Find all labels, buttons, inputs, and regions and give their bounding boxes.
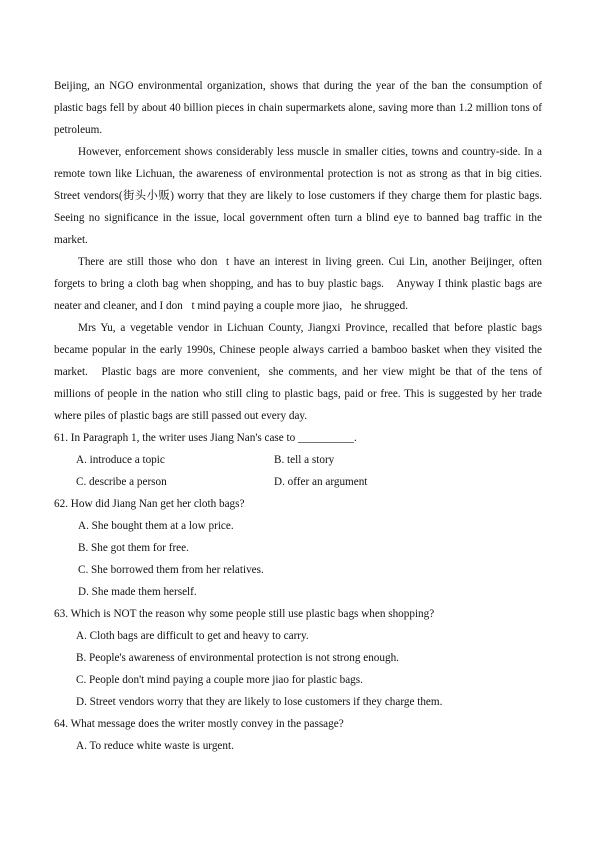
passage-paragraph-2: However, enforcement shows considerably less muscle in smaller cities, towns and country-side. In a remote town like Lichuan, the awareness of environmental protection is not as strong as that in big cities. Street vendors(街头小贩) worry that they are likely to lose customers if they charge them for plastic bags. Seeing no significance in the issue, local government often turn a blind eye to banned bag traffic in the market.: [54, 146, 542, 246]
question-stem: 63. Which is NOT the reason why some people still use plastic bags when shopping?: [54, 608, 435, 620]
answer-option[interactable]: D. Street vendors worry that they are likely to lose customers if they charge them.: [76, 696, 443, 708]
question-stem: 62. How did Jiang Nan get her cloth bags?: [54, 498, 245, 510]
answer-option[interactable]: B. She got them for free.: [78, 542, 189, 554]
answer-option[interactable]: C. She borrowed them from her relatives.: [78, 564, 264, 576]
answer-option[interactable]: C. describe a person: [76, 476, 167, 488]
question-stem: 61. In Paragraph 1, the writer uses Jiang Nan's case to __________.: [54, 432, 357, 444]
passage-paragraph-3: There are still those who don t have an interest in living green. Cui Lin, another Beijinger, often forgets to bring a cloth bag when shopping, and has to buy plastic bags.  Anyway I think plastic bags are neater and cleaner, and I don t mind paying a couple more jiao, he shrugged.: [54, 256, 542, 312]
question-stem: 64. What message does the writer mostly convey in the passage?: [54, 718, 344, 730]
answer-option[interactable]: B. People's awareness of environmental protection is not strong enough.: [76, 652, 399, 664]
answer-option[interactable]: A. introduce a topic: [76, 454, 165, 466]
passage-paragraph-1: Beijing, an NGO environmental organization, shows that during the year of the ban the consumption of plastic bags fell by about 40 billion pieces in chain supermarkets alone, saving more than 1.2 million tons of petroleum.: [54, 80, 542, 136]
answer-option[interactable]: A. She bought them at a low price.: [78, 520, 234, 532]
answer-option[interactable]: A. To reduce white waste is urgent.: [76, 740, 234, 752]
answer-option[interactable]: B. tell a story: [274, 454, 335, 466]
passage-paragraph-4: Mrs Yu, a vegetable vendor in Lichuan County, Jiangxi Province, recalled that before plastic bags became popular in the early 1990s, Chinese people always carried a bamboo basket when they visited the market.  Plastic bags are more convenient, she comments, and her view might be that of the tens of millions of people in the nation who still cling to plastic bags, paid or free. This is suggested by her trade where piles of plastic bags are still passed out every day.: [54, 322, 542, 422]
answer-option[interactable]: D. She made them herself.: [78, 586, 197, 598]
answer-option[interactable]: C. People don't mind paying a couple more jiao for plastic bags.: [76, 674, 363, 686]
answer-option[interactable]: A. Cloth bags are difficult to get and heavy to carry.: [76, 630, 309, 642]
answer-option[interactable]: D. offer an argument: [274, 476, 368, 488]
